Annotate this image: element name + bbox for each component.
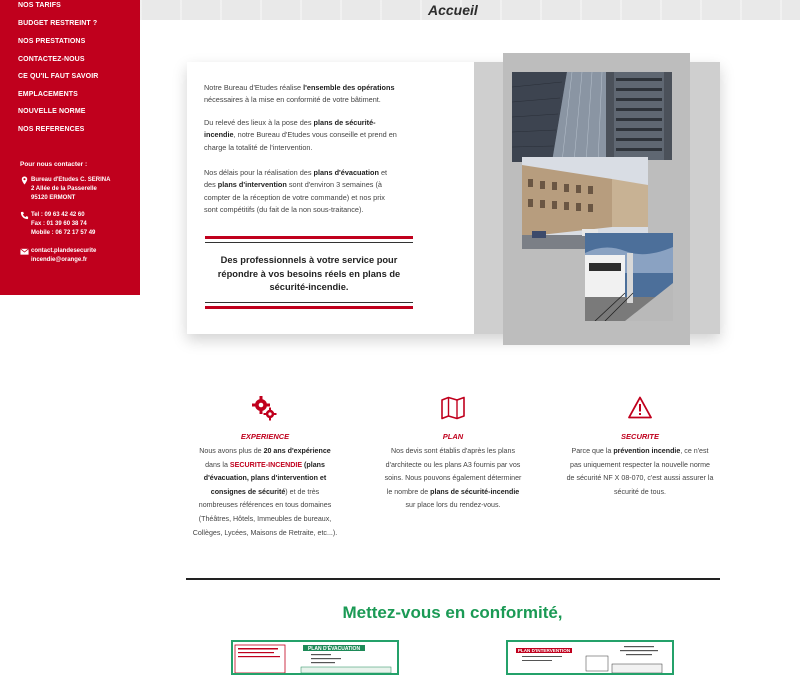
feature-line: dans la SECURITE-INCENDIE (plans: [205, 460, 325, 469]
nav-item-references[interactable]: NOS REFERENCES: [18, 126, 85, 133]
nav-item-contact[interactable]: CONTACTEZ-NOUS: [18, 56, 85, 63]
feature-line: soins. Nous pouvons également déterminer: [384, 474, 522, 483]
intro-paragraph-1: Notre Bureau d'Etudes réalise l'ensemble des opérations nécessaires à la mise en conformité de votre bâtiment.: [204, 83, 395, 105]
feature-title-experience: EXPERIENCE: [240, 432, 290, 441]
feature-line: Collèges, Lycées, Maisons de Retraite, etc...).: [192, 528, 338, 537]
feature-text-experience: [180, 445, 350, 540]
map-pin-icon: [20, 176, 29, 185]
phone-icon: [20, 211, 29, 220]
intro-paragraph-2: Du relevé des lieux à la pose des plans de sécurité- incendie, notre Bureau d'Etudes vous conseille et prend en charge la totalité de l'intervention.: [204, 118, 397, 152]
mobile-line[interactable]: Mobile : 06 72 17 57 49: [31, 229, 96, 236]
address-line: Bureau d'Etudes C. SERINA: [31, 177, 111, 183]
feature-line: le nombre de plans de sécurité-incendie: [386, 487, 520, 496]
feature-line: Nos devis sont établis d'après les plans: [391, 447, 515, 455]
feature-line: sur place lors du rendez-vous.: [405, 501, 501, 510]
email-line[interactable]: incendie@orange.fr: [31, 256, 88, 263]
section-divider: [186, 578, 720, 580]
contact-title: Pour nous contacter :: [20, 161, 88, 168]
nav-item-tarifs[interactable]: NOS TARIFS: [18, 2, 61, 9]
email-line[interactable]: contact.plandesecurite: [31, 248, 97, 254]
phone-line[interactable]: Tel : 09 63 42 42 60: [31, 212, 85, 218]
map-icon: [440, 395, 466, 421]
envelope-icon: [20, 247, 29, 256]
photo-modern-villa: [585, 233, 673, 321]
nav-item-emplacements[interactable]: EMPLACEMENTS: [18, 91, 78, 98]
tagline: Des professionnels à votre service pour répondre à vos besoins réels en plans de sécurité-incendie.: [217, 255, 401, 292]
feature-line: Parce que la prévention incendie, ce n'est: [571, 447, 709, 455]
photo-office-tower: [512, 72, 606, 162]
fax-line: Fax : 01 39 60 38 74: [31, 220, 87, 227]
intro-paragraph-3: Nos délais pour la réalisation des plans d'évacuation et des plans d'intervention sont d'environ 3 semaines (à compter de la réception de votre commande) et nos prix sont compétitifs (du fait de la non sous-traitance).: [204, 168, 388, 215]
feature-line: de sécurité NF X 08-070, c'est aussi assurer la: [566, 474, 714, 483]
page-header: [140, 0, 800, 20]
feature-line: Nous avons plus de 20 ans d'expérience: [199, 447, 331, 455]
divider-dark: [205, 302, 413, 303]
feature-line: pas uniquement respecter la nouvelle norme: [570, 460, 710, 469]
plan-evacuation-thumbnail[interactable]: [231, 640, 399, 675]
feature-title-plan: PLAN: [442, 432, 464, 441]
plan-intervention-thumbnail[interactable]: [506, 640, 674, 675]
plan-label: PLAN D'INTERVENTION: [517, 648, 571, 653]
nav-item-budget[interactable]: BUDGET RESTREINT ?: [18, 20, 98, 27]
photo-glass-building: [606, 72, 672, 160]
plan-label: PLAN D'ÉVACUATION: [307, 646, 361, 652]
nav-item-norme[interactable]: NOUVELLE NORME: [18, 108, 86, 115]
feature-line: nombreuses références en tous domaines: [198, 501, 332, 510]
feature-title-securite: SECURITE: [621, 432, 659, 441]
feature-line: d'évacuation, plans d'intervention et: [203, 474, 327, 483]
divider-red: [205, 306, 413, 309]
divider-red: [205, 236, 413, 239]
divider-dark: [205, 242, 413, 243]
nav-item-prestations[interactable]: NOS PRESTATIONS: [18, 38, 86, 45]
page-title: Accueil: [428, 2, 478, 18]
sidebar: [0, 0, 140, 295]
cta-title: Mettez-vous en conformité,: [342, 603, 563, 622]
feature-text-plan: [368, 445, 538, 513]
feature-line: consignes de sécurité) et de très: [210, 487, 320, 496]
feature-text-securite: [555, 445, 725, 499]
gears-icon: [251, 395, 277, 421]
feature-line: sécurité de tous.: [613, 487, 667, 496]
feature-line: d'architecte ou les plans A3 fournis par vos: [385, 460, 521, 469]
address-line: 95120 ERMONT: [31, 194, 76, 201]
warning-icon: [627, 395, 653, 421]
feature-line: (Théâtres, Hôtels, Immeubles de bureaux,: [198, 514, 332, 523]
nav-item-savoir[interactable]: CE QU'IL FAUT SAVOIR: [18, 73, 99, 80]
address-line: 2 Allée de la Passerelle: [31, 185, 97, 192]
